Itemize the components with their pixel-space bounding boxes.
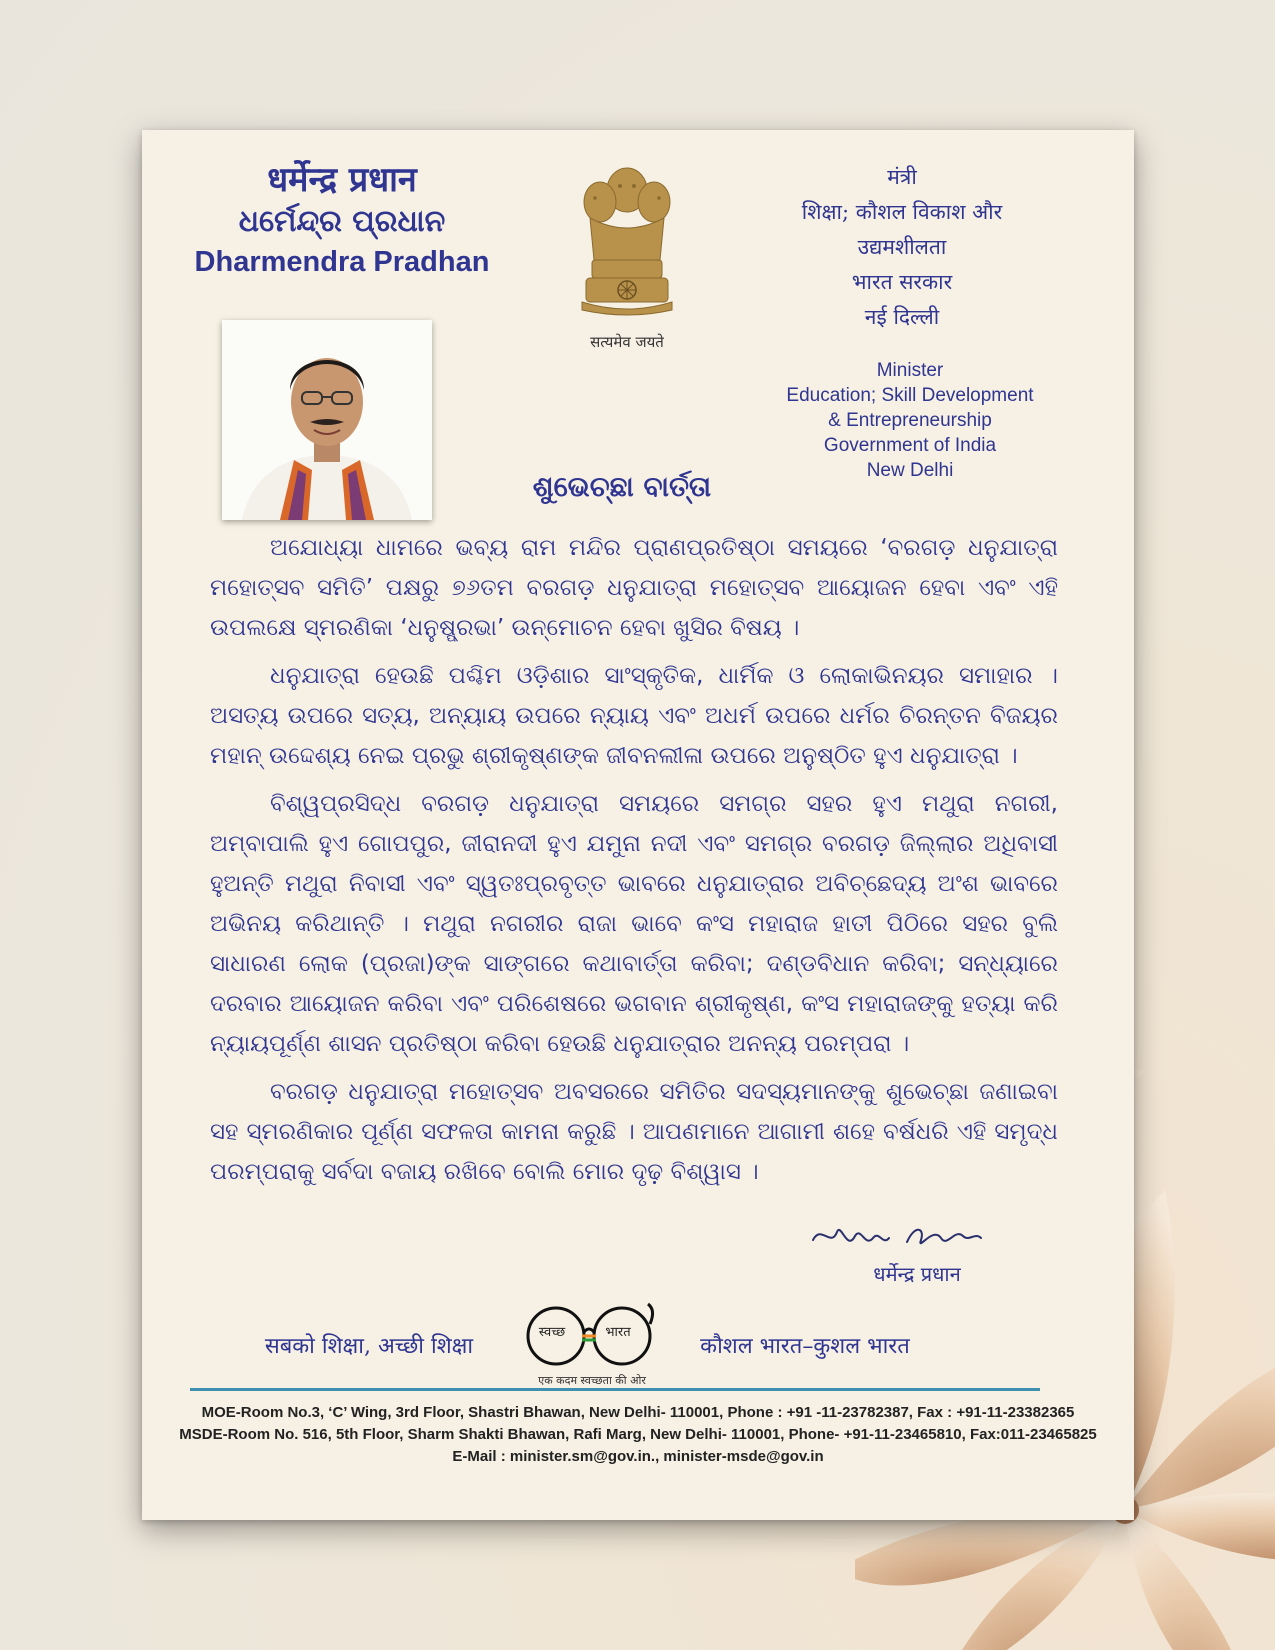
letterhead-name	[142, 158, 542, 282]
body-paragraph: ବରଗଡ଼ ଧନୁଯାତ୍ରା ମହୋତ୍ସବ ଅବସରରେ ସମିତିର ସଦସ୍ୟମାନଙ୍କୁ ଶୁଭେଚ୍ଛା ଜଣାଇବା ସହ ସ୍ମରଣିକାର ପୂର୍ଣ୍ଣ ସଫଳତା କାମନା କରୁଛି । ଆପଣମାନେ ଆଗାମୀ ଶହେ ବର୍ଷଧରି ଏହି ସମୃଦ୍ଧ ପରମ୍ପରାକୁ ସର୍ବଦା ବଜାୟ ରଖିବେ ବୋଲି ମୋର ଦୃଢ଼ ବିଶ୍ୱାସ ।	[210, 1079, 1058, 1185]
footer-address	[142, 1402, 1134, 1468]
portrait-photo	[222, 320, 432, 520]
letter-body	[210, 528, 1058, 1200]
bharat-word: भारत	[605, 1325, 631, 1340]
name-hindi: धर्मेन्द्र प्रधान	[267, 160, 417, 200]
slogan-education: सबको शिक्षा, अच्छी शिक्षा	[264, 1334, 474, 1359]
footer-divider	[190, 1388, 1040, 1391]
address-email: E-Mail : minister.sm@gov.in., minister-msde@gov.in	[452, 1448, 824, 1465]
office-english-line: New Delhi	[866, 460, 954, 481]
office-hindi	[762, 160, 1042, 335]
slogan-skill: कौशल भारत–कुशल भारत	[700, 1334, 910, 1359]
address-msde: MSDE-Room No. 516, 5th Floor, Sharm Shakti Bhawan, Rafi Marg, New Delhi- 110001, Phone- +91-11-23465810, Fax:011-23465825	[179, 1426, 1097, 1443]
body-paragraph: ବିଶ୍ୱପ୍ରସିଦ୍ଧ ବରଗଡ଼ ଧନୁଯାତ୍ରା ସମୟରେ ସମଗ୍ର ସହର ହୁଏ ମଥୁରା ନଗରୀ, ଅମ୍ବାପାଲି ହୁଏ ଗୋପପୁର, ଜୀରାନଦୀ ହୁଏ ଯମୁନା ନଦୀ ଏବଂ ସମଗ୍ର ବରଗଡ଼ ଜିଲ୍ଲାର ଅଧିବାସୀ ହୁଅନ୍ତି ମଥୁରା ନିବାସୀ ଏବଂ ସ୍ୱତଃପ୍ରବୃତ୍ତ ଭାବରେ ଧନୁଯାତ୍ରାର ଅବିଚ୍ଛେଦ୍ୟ ଅଂଶ ଭାବରେ ଅଭିନୟ କରିଥାନ୍ତି । ମଥୁରା ନଗରୀର ରାଜା ଭାବେ କଂସ ମହାରାଜ ହାତୀ ପିଠିରେ ସହର ବୁଲି ସାଧାରଣ ଲୋକ (ପ୍ରଜା)ଙ୍କ ସାଙ୍ଗରେ କଥାବାର୍ତ୍ତା କରିବା; ଦଣ୍ଡବିଧାନ କରିବା; ସନ୍ଧ୍ୟାରେ ଦରବାର ଆୟୋଜନ କରିବା ଏବଂ ପରିଶେଷରେ ଭଗବାନ ଶ୍ରୀକୃଷ୍ଣ, କଂସ ମହାରାଜଙ୍କୁ ହତ୍ୟା କରି ନ୍ୟାୟପୂର୍ଣ୍ଣ ଶାସନ ପ୍ରତିଷ୍ଠା କରିବା ହେଉଛି ଧନୁଯାତ୍ରାର ଅନନ୍ୟ ପରମ୍ପରା ।	[210, 791, 1058, 1057]
office-hindi-line: नई दिल्ली	[864, 305, 940, 329]
signature-scribble	[807, 1218, 987, 1260]
office-english-line: Minister	[876, 360, 944, 381]
name-odia: ଧର୍ମେନ୍ଦ୍ର ପ୍ରଧାନ	[238, 204, 446, 239]
office-english-line: Government of India	[823, 435, 997, 456]
office-hindi-line: भारत सरकार	[851, 270, 953, 294]
emblem-motto: सत्यमेव जयते	[590, 333, 664, 351]
office-english-line: Education; Skill Development	[786, 385, 1034, 406]
letter-sheet	[142, 130, 1134, 1520]
office-hindi-line: मंत्री	[887, 165, 917, 189]
signature-name: धर्मेन्द्र प्रधान	[873, 1262, 961, 1286]
address-moe: MOE-Room No.3, ‘C’ Wing, 3rd Floor, Shastri Bhawan, New Delhi- 110001, Phone : +91 -11-23782387, Fax : +91-11-23382365	[201, 1404, 1075, 1421]
office-hindi-line: शिक्षा; कौशल विकाश और	[801, 200, 1003, 224]
body-paragraph: ଧନୁଯାତ୍ରା ହେଉଛି ପଶ୍ଚିମ ଓଡ଼ିଶାର ସାଂସ୍କୃତିକ, ଧାର୍ମିକ ଓ ଲୋକାଭିନୟର ସମାହାର । ଅସତ୍ୟ ଉପରେ ସତ୍ୟ, ଅନ୍ୟାୟ ଉପରେ ନ୍ୟାୟ ଏବଂ ଅଧର୍ମ ଉପରେ ଧର୍ମର ଚିରନ୍ତନ ବିଜୟର ମହାନ୍ ଉଦ୍ଦେଶ୍ୟ ନେଇ ପ୍ରଭୁ ଶ୍ରୀକୃଷ୍ଣଙ୍କ ଜୀବନଲୀଳା ଉପରେ ଅନୁଷ୍ଠିତ ହୁଏ ଧନୁଯାତ୍ରା ।	[210, 663, 1058, 769]
office-english-line: & Entrepreneurship	[828, 410, 992, 431]
swachh-word: स्वच्छ	[538, 1325, 566, 1340]
swachh-tagline: एक कदम स्वच्छता की ओर	[538, 1374, 646, 1387]
letter-subject: ଶୁଭେଚ୍ଛା ବାର୍ତ୍ତା	[532, 470, 712, 503]
state-emblem-icon	[572, 160, 682, 320]
name-english: Dharmendra Pradhan	[194, 246, 490, 278]
office-english	[760, 358, 1060, 483]
office-hindi-line: उद्यमशीलता	[857, 235, 947, 259]
body-paragraph: ଅଯୋଧ୍ୟା ଧାମରେ ଭବ୍ୟ ରାମ ମନ୍ଦିର ପ୍ରାଣପ୍ରତିଷ୍ଠା ସମୟରେ ‘ବରଗଡ଼ ଧନୁଯାତ୍ରା ମହୋତ୍ସବ ସମିତି’ ପକ୍ଷରୁ ୭୬ତମ ବରଗଡ଼ ଧନୁଯାତ୍ରା ମହୋତ୍ସବ ଆୟୋଜନ ହେବା ଏବଂ ଏହି ଉପଲକ୍ଷେ ସ୍ମରଣିକା ‘ଧନୁଷ୍ପ୍ରଭା’ ଉନ୍ମୋଚନ ହେବା ଖୁସିର ବିଷୟ ।	[210, 535, 1058, 641]
